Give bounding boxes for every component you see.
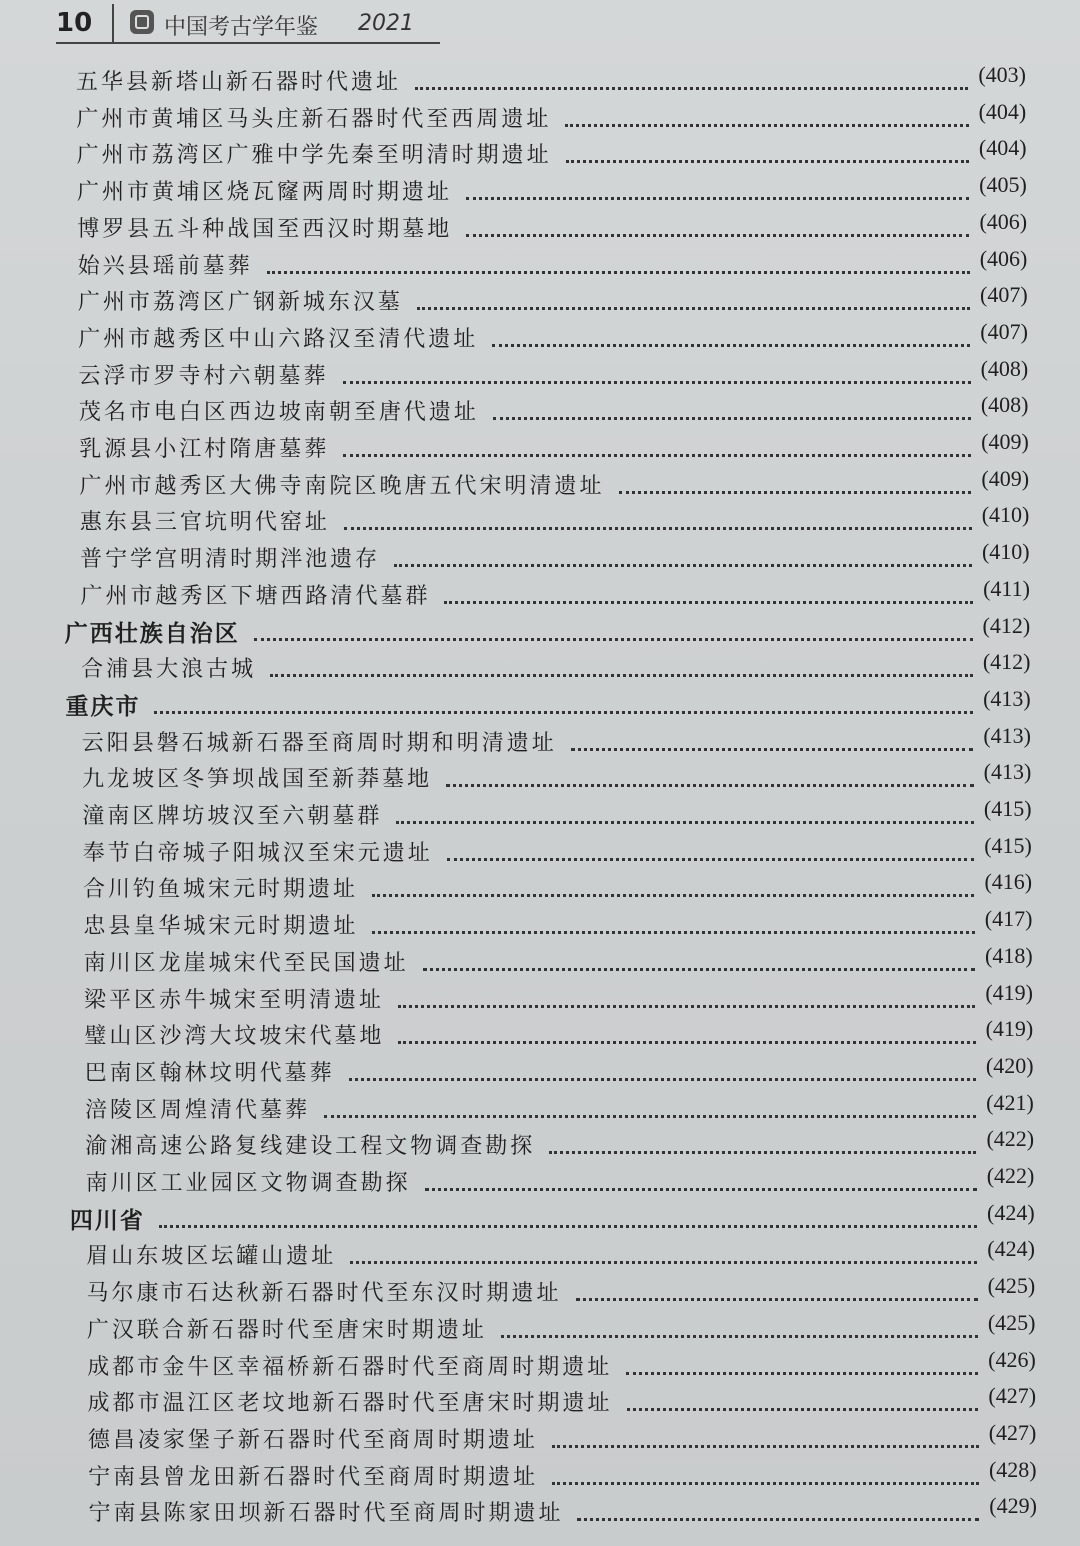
toc-leader-dots (627, 1408, 979, 1411)
toc-leader-dots (372, 894, 974, 897)
toc-entry-row (84, 943, 1033, 979)
toc-leader-dots (444, 601, 973, 604)
toc-entry-row (79, 429, 1029, 465)
toc-entry-title: 德昌凌家堡子新石器时代至商周时期遗址 (87, 1427, 538, 1453)
toc-page-number: (415) (984, 832, 1032, 858)
toc-entry-title: 广州市黄埔区马头庄新石器时代至西周遗址 (76, 106, 552, 132)
toc-leader-dots (396, 821, 974, 824)
toc-page-number: (404) (978, 135, 1027, 161)
toc-page-number: (409) (981, 465, 1030, 491)
toc-section-row (65, 686, 1030, 722)
header-divider (112, 4, 114, 44)
toc-leader-dots (446, 784, 974, 787)
toc-leader-dots (349, 1078, 976, 1081)
toc-entry-title: 乳源县小江村隋唐墓葬 (79, 437, 330, 462)
toc-page-number: (409) (981, 429, 1029, 454)
yearbook-logo-icon (130, 10, 154, 34)
toc-entry-title: 广汉联合新石器时代至唐宋时期遗址 (86, 1317, 487, 1343)
toc-entry-row (77, 172, 1027, 208)
toc-entry-title: 成都市金牛区幸福桥新石器时代至商周时期遗址 (87, 1354, 613, 1380)
toc-entry-row (83, 869, 1032, 905)
toc-page-number: (417) (984, 906, 1033, 932)
toc-page-number: (419) (985, 1016, 1034, 1042)
toc-entry-row (85, 1053, 1034, 1089)
toc-page-number: (412) (982, 612, 1031, 638)
toc-entry-row (77, 209, 1027, 245)
toc-page-number: (406) (979, 245, 1028, 271)
toc-entry-title: 渝湘高速公路复线建设工程文物调查勘探 (85, 1134, 536, 1160)
page-number: 10 (56, 8, 93, 38)
toc-section-title: 广西壮族自治区 (64, 619, 240, 647)
toc-entry-row (80, 539, 1029, 575)
toc-page-number: (411) (983, 575, 1030, 601)
toc-leader-dots (466, 234, 969, 237)
toc-leader-dots (344, 527, 972, 530)
toc-page-number: (427) (988, 1419, 1037, 1445)
toc-page-number: (422) (986, 1126, 1035, 1152)
toc-page-number: (422) (986, 1163, 1035, 1188)
toc-entry-title: 普宁学宫明清时期泮池遗存 (80, 547, 381, 573)
toc-entry-row (82, 796, 1031, 832)
toc-entry-title: 南川区工业园区文物调查勘探 (85, 1171, 411, 1196)
toc-page-number: (408) (980, 392, 1029, 418)
toc-entry-row (80, 576, 1029, 612)
toc-leader-dots (576, 1298, 978, 1301)
toc-leader-dots (394, 564, 972, 567)
toc-entry-row (88, 1493, 1036, 1529)
toc-page-number: (418) (985, 942, 1033, 968)
toc-leader-dots (154, 711, 973, 714)
toc-leader-dots (415, 87, 968, 90)
toc-entry-title: 马尔康市石达秋新石器时代至东汉时期遗址 (86, 1281, 562, 1307)
toc-entry-title: 忠县皇华城宋元时期遗址 (83, 914, 359, 940)
toc-entry-title: 始兴县瑶前墓葬 (77, 253, 253, 279)
toc-entry-row (86, 1163, 1035, 1199)
toc-entry-row (87, 1347, 1036, 1383)
toc-section-row (70, 1200, 1035, 1236)
toc-entry-row (80, 502, 1030, 538)
toc-entry-title: 南川区龙崖城宋代至民国遗址 (83, 950, 409, 976)
toc-leader-dots (466, 197, 969, 200)
toc-leader-dots (324, 1115, 976, 1118)
toc-leader-dots (501, 1335, 978, 1338)
toc-leader-dots (565, 124, 968, 127)
toc-leader-dots (447, 858, 974, 861)
toc-entry-title: 涪陵区周煌清代墓葬 (84, 1097, 310, 1123)
toc-page-number: (405) (979, 172, 1027, 198)
toc-leader-dots (372, 931, 974, 934)
toc-entry-row (87, 1310, 1036, 1346)
toc-entry-title: 云阳县磐石城新石器至商周时期和明清遗址 (81, 730, 557, 756)
toc-entry-row (84, 980, 1033, 1016)
toc-page-number: (420) (985, 1052, 1034, 1078)
toc-leader-dots (398, 1005, 975, 1008)
toc-page-number: (407) (980, 318, 1028, 344)
toc-entry-title: 宁南县陈家田坝新石器时代至商周时期遗址 (88, 1501, 564, 1527)
toc-entry-title: 广州市越秀区下塘西路清代墓群 (80, 583, 431, 609)
toc-entry-row (86, 1236, 1035, 1272)
toc-entry-title: 云浮市罗寺村六朝墓葬 (78, 363, 329, 389)
toc-section-title: 重庆市 (65, 692, 141, 720)
toc-page-number: (415) (983, 796, 1032, 821)
toc-leader-dots (552, 1445, 979, 1448)
toc-leader-dots (626, 1372, 978, 1375)
toc-page-number: (429) (989, 1493, 1037, 1519)
toc-entry-title: 潼南区牌坊坡汉至六朝墓群 (82, 804, 383, 829)
toc-entry-title: 广州市越秀区中山六路汉至清代遗址 (78, 326, 479, 352)
toc-entry-title: 璧山区沙湾大坟坡宋代墓地 (84, 1024, 385, 1050)
toc-entry-title: 奉节白帝城子阳城汉至宋元遗址 (82, 840, 433, 866)
toc-leader-dots (493, 417, 971, 420)
toc-leader-dots (549, 1151, 976, 1154)
toc-page-number: (425) (987, 1309, 1036, 1335)
toc-entry-title: 合浦县大浪古城 (81, 657, 257, 683)
toc-entry-row (83, 833, 1032, 869)
toc-entry-title: 广州市黄埔区烧瓦窿两周时期遗址 (76, 180, 452, 206)
toc-entry-row (82, 723, 1031, 759)
toc-page-number: (406) (979, 208, 1028, 234)
toc-leader-dots (492, 344, 970, 347)
book-year: 2021 (358, 11, 414, 36)
toc-page-number: (424) (987, 1236, 1035, 1262)
toc-page-number: (426) (988, 1346, 1036, 1372)
toc-leader-dots (552, 1482, 979, 1485)
toc-page-number: (410) (981, 539, 1030, 565)
toc-page-number: (427) (988, 1383, 1037, 1409)
toc-entry-row (88, 1383, 1037, 1419)
toc-entry-row (79, 392, 1029, 428)
toc-entry-row (78, 319, 1028, 355)
toc-entry-title: 宁南县曾龙田新石器时代至商周时期遗址 (88, 1464, 539, 1490)
toc-leader-dots (159, 1225, 977, 1228)
toc-page-number: (403) (978, 62, 1026, 87)
toc-page-number: (410) (981, 502, 1030, 528)
toc-entry-row (77, 135, 1027, 171)
toc-section-title: 四川省 (69, 1206, 145, 1234)
toc-leader-dots (577, 1518, 979, 1521)
toc-section-row (65, 613, 1030, 649)
toc-entry-title: 合川钓鱼城宋元时期遗址 (83, 877, 359, 903)
toc-leader-dots (571, 748, 974, 751)
toc-leader-dots (343, 381, 971, 384)
toc-entry-row (79, 356, 1029, 392)
toc-entry-row (85, 1126, 1034, 1162)
toc-leader-dots (343, 454, 971, 457)
toc-page-number: (412) (982, 649, 1031, 675)
toc-entry-title: 梁平区赤牛城宋至明清遗址 (84, 987, 385, 1013)
toc-page-number: (407) (980, 282, 1028, 308)
toc-leader-dots (350, 1261, 977, 1264)
toc-page-number: (428) (988, 1456, 1037, 1482)
toc-leader-dots (417, 307, 970, 310)
toc-entry-title: 博罗县五斗种战国至西汉时期墓地 (77, 216, 453, 242)
toc-entry-row (88, 1420, 1037, 1456)
toc-entry-title: 广州市越秀区大佛寺南院区晚唐五代宋明清遗址 (79, 473, 605, 499)
toc-entry-title: 茂名市电白区西边坡南朝至唐代遗址 (78, 400, 479, 426)
toc-leader-dots (619, 491, 972, 494)
book-title: 中国考古学年鉴 (164, 15, 319, 40)
toc-page-number: (419) (985, 979, 1033, 1005)
toc-entry-row (87, 1273, 1036, 1309)
toc-page-number: (413) (983, 759, 1032, 785)
toc-entry-row (82, 759, 1031, 795)
toc-leader-dots (267, 271, 970, 274)
toc-entry-row (83, 906, 1032, 942)
toc-leader-dots (270, 674, 973, 677)
toc-entry-row (78, 246, 1028, 282)
toc-entry-row (84, 1016, 1033, 1052)
toc-page-number: (416) (984, 869, 1033, 895)
toc-entry-row (76, 99, 1026, 135)
toc-leader-dots (254, 638, 973, 641)
toc-entry-title: 九龙坡区冬笋坝战国至新莽墓地 (82, 767, 433, 793)
toc-page-number: (408) (980, 355, 1029, 381)
running-header (56, 4, 440, 44)
toc-page-number: (413) (983, 722, 1032, 748)
toc-entry-title: 成都市温江区老坟地新石器时代至唐宋时期遗址 (87, 1391, 613, 1417)
toc-entry-row (85, 1090, 1034, 1126)
toc-leader-dots (566, 160, 969, 163)
toc-entry-title: 广州市荔湾区广钢新城东汉墓 (77, 290, 403, 316)
toc-entry-title: 巴南区翰林坟明代墓葬 (84, 1060, 335, 1086)
toc-page-number: (413) (983, 685, 1031, 711)
toc-page-number: (424) (987, 1199, 1035, 1225)
toc-page-number: (404) (978, 98, 1027, 124)
toc-leader-dots (398, 1041, 975, 1044)
toc-entry-row (76, 62, 1026, 98)
toc-page-number: (425) (987, 1273, 1036, 1299)
toc-entry-title: 眉山东坡区坛罐山遗址 (86, 1244, 337, 1270)
toc-entry-title: 惠东县三官坑明代窑址 (79, 510, 330, 536)
toc-page-number: (421) (986, 1089, 1034, 1115)
toc-entry-row (81, 649, 1030, 685)
toc-leader-dots (423, 968, 975, 971)
toc-entry-title: 五华县新塔山新石器时代遗址 (76, 70, 402, 95)
toc-entry-title: 广州市荔湾区广雅中学先秦至明清时期遗址 (76, 143, 552, 169)
toc-entry-row (80, 466, 1030, 502)
toc-leader-dots (425, 1188, 977, 1191)
toc-entry-row (88, 1457, 1036, 1493)
toc-entry-row (78, 282, 1028, 318)
